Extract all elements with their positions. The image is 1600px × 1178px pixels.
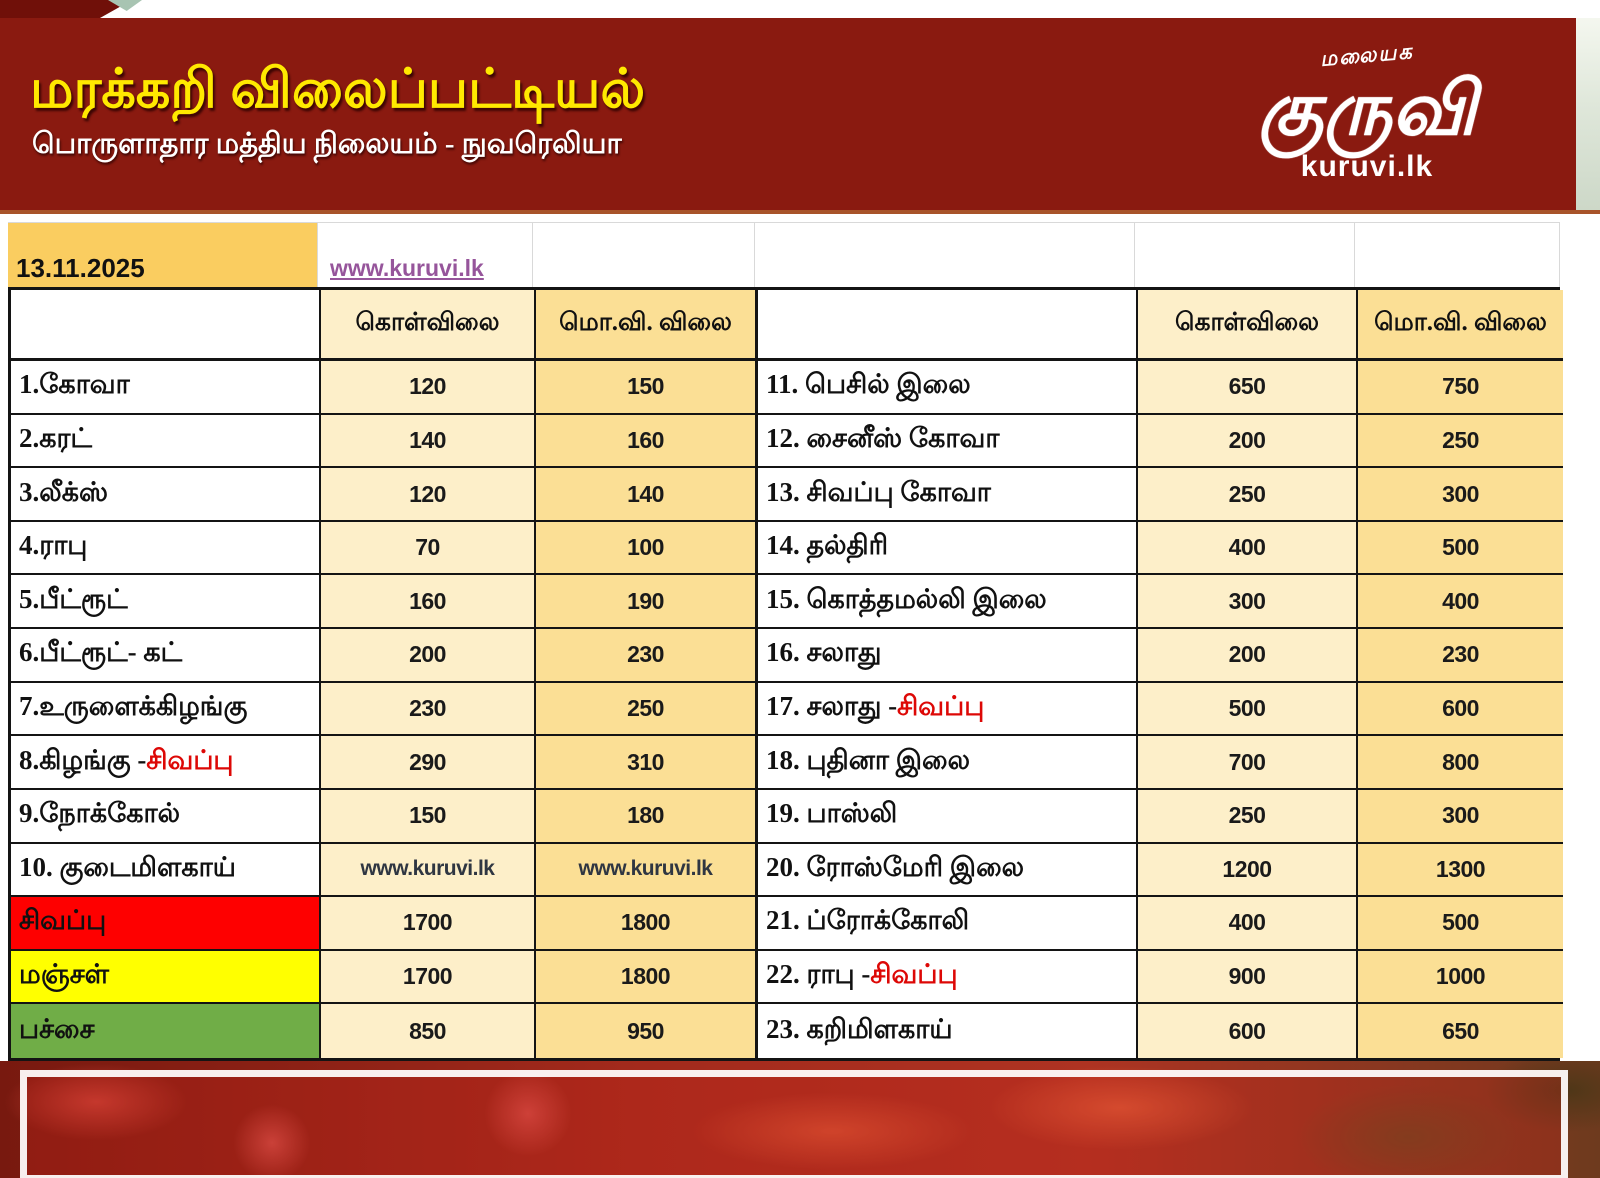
wholesale-price: 250 [536,683,758,737]
item-name: 9.நோக்கோல் [11,790,321,844]
col-header-wholesale-left: மொ.வி. விலை [536,290,758,361]
logo-brand-text: குருவி [1257,67,1477,150]
page-subtitle: பொருளாதார மத்திய நிலையம் - நுவரெலியா [32,128,622,161]
website-link[interactable]: www.kuruvi.lk [330,255,484,281]
wholesale-price: 600 [1358,683,1563,737]
item-name: 23. கறிமிளகாய் [758,1004,1138,1058]
meta-empty-cell [1135,223,1355,288]
meta-row [8,222,1560,288]
footer-white-frame [20,1070,1568,1178]
item-name: 1.கோவா [11,361,321,415]
wholesale-price: 750 [1358,361,1563,415]
wholesale-price: 160 [536,415,758,469]
date-cell: 13.11.2025 [8,223,318,288]
buy-price: 200 [1138,415,1358,469]
wholesale-price: 230 [1358,629,1563,683]
item-name: 3.லீக்ஸ் [11,468,321,522]
col-header-buy-left: கொள்விலை [321,290,536,361]
wholesale-price: 1300 [1358,844,1563,898]
wholesale-price: www.kuruvi.lk [536,844,758,898]
item-name: 8.கிழங்கு - சிவப்பு [11,736,321,790]
col-header-wholesale-right: மொ.வி. விலை [1358,290,1563,361]
buy-price: 900 [1138,951,1358,1005]
buy-price: 120 [321,468,536,522]
buy-price: 70 [321,522,536,576]
item-name: 15. கொத்தமல்லி இலை [758,575,1138,629]
item-name-green-variant: பச்சை [11,1004,321,1058]
buy-price: 140 [321,415,536,469]
wholesale-price: 250 [1358,415,1563,469]
buy-price: 300 [1138,575,1358,629]
wholesale-price: 1800 [536,897,758,951]
buy-price: 250 [1138,790,1358,844]
item-name: 6.பீட்ரூட்- கட் [11,629,321,683]
logo-site-text: kuruvi.lk [1300,149,1434,183]
meta-empty-cell [1355,223,1560,288]
wholesale-price: 180 [536,790,758,844]
buy-price: 1700 [321,897,536,951]
kuruvi-logo [1222,39,1512,184]
footer-photo-strip [0,1061,1600,1178]
wholesale-price: 140 [536,468,758,522]
item-name: 10. குடைமிளகாய் [11,844,321,898]
item-name: 14. தல்திரி [758,522,1138,576]
buy-price: 230 [321,683,536,737]
item-name: 12. சைனீஸ் கோவா [758,415,1138,469]
wholesale-price: 300 [1358,790,1563,844]
table-corner-cell [758,290,1138,361]
wholesale-price: 100 [536,522,758,576]
wholesale-price: 400 [1358,575,1563,629]
wholesale-price: 650 [1358,1004,1563,1058]
buy-price: 200 [321,629,536,683]
item-name: 2.கரட் [11,415,321,469]
wholesale-price: 800 [1358,736,1563,790]
wholesale-price: 310 [536,736,758,790]
item-name: 13. சிவப்பு கோவா [758,468,1138,522]
item-name: 4.ராபு [11,522,321,576]
item-name: 17. சலாது - சிவப்பு [758,683,1138,737]
buy-price: 700 [1138,736,1358,790]
item-name: 22. ராபு - சிவப்பு [758,951,1138,1005]
wholesale-price: 300 [1358,468,1563,522]
logo-tagline: மலையக [1319,39,1415,72]
corner-red-accent [0,0,132,18]
item-name: 11. பெசில் இலை [758,361,1138,415]
banner-right-edge [1576,18,1600,210]
wholesale-price: 1000 [1358,951,1563,1005]
buy-price: 850 [321,1004,536,1058]
col-header-buy-right: கொள்விலை [1138,290,1358,361]
wholesale-price: 190 [536,575,758,629]
buy-price: 250 [1138,468,1358,522]
item-name: 16. சலாது [758,629,1138,683]
buy-price: 650 [1138,361,1358,415]
meta-empty-cell [533,223,755,288]
buy-price: www.kuruvi.lk [321,844,536,898]
wholesale-price: 150 [536,361,758,415]
item-name: 7.உருளைக்கிழங்கு [11,683,321,737]
buy-price: 160 [321,575,536,629]
website-link-cell [318,223,533,288]
meta-empty-cell [755,223,1135,288]
item-name: 5.பீட்ரூட் [11,575,321,629]
table-corner-cell [11,290,321,361]
item-name: 20. ரோஸ்மேரி இலை [758,844,1138,898]
wholesale-price: 230 [536,629,758,683]
wholesale-price: 1800 [536,951,758,1005]
buy-price: 400 [1138,897,1358,951]
buy-price: 400 [1138,522,1358,576]
buy-price: 120 [321,361,536,415]
header-banner [0,18,1600,214]
item-name-red-variant: சிவப்பு [11,897,321,951]
top-strip [0,0,1600,18]
buy-price: 290 [321,736,536,790]
wholesale-price: 950 [536,1004,758,1058]
buy-price: 150 [321,790,536,844]
buy-price: 1700 [321,951,536,1005]
buy-price: 200 [1138,629,1358,683]
buy-price: 600 [1138,1004,1358,1058]
wholesale-price: 500 [1358,522,1563,576]
item-name-yellow-variant: மஞ்சள் [11,951,321,1005]
item-name: 19. பாஸ்லி [758,790,1138,844]
page-title: மரக்கறி விலைப்பட்டியல் [30,59,646,119]
item-name: 18. புதினா இலை [758,736,1138,790]
buy-price: 500 [1138,683,1358,737]
item-name: 21. ப்ரோக்கோலி [758,897,1138,951]
header-text-block [30,58,645,164]
buy-price: 1200 [1138,844,1358,898]
wholesale-price: 500 [1358,897,1563,951]
price-table [8,287,1560,1061]
